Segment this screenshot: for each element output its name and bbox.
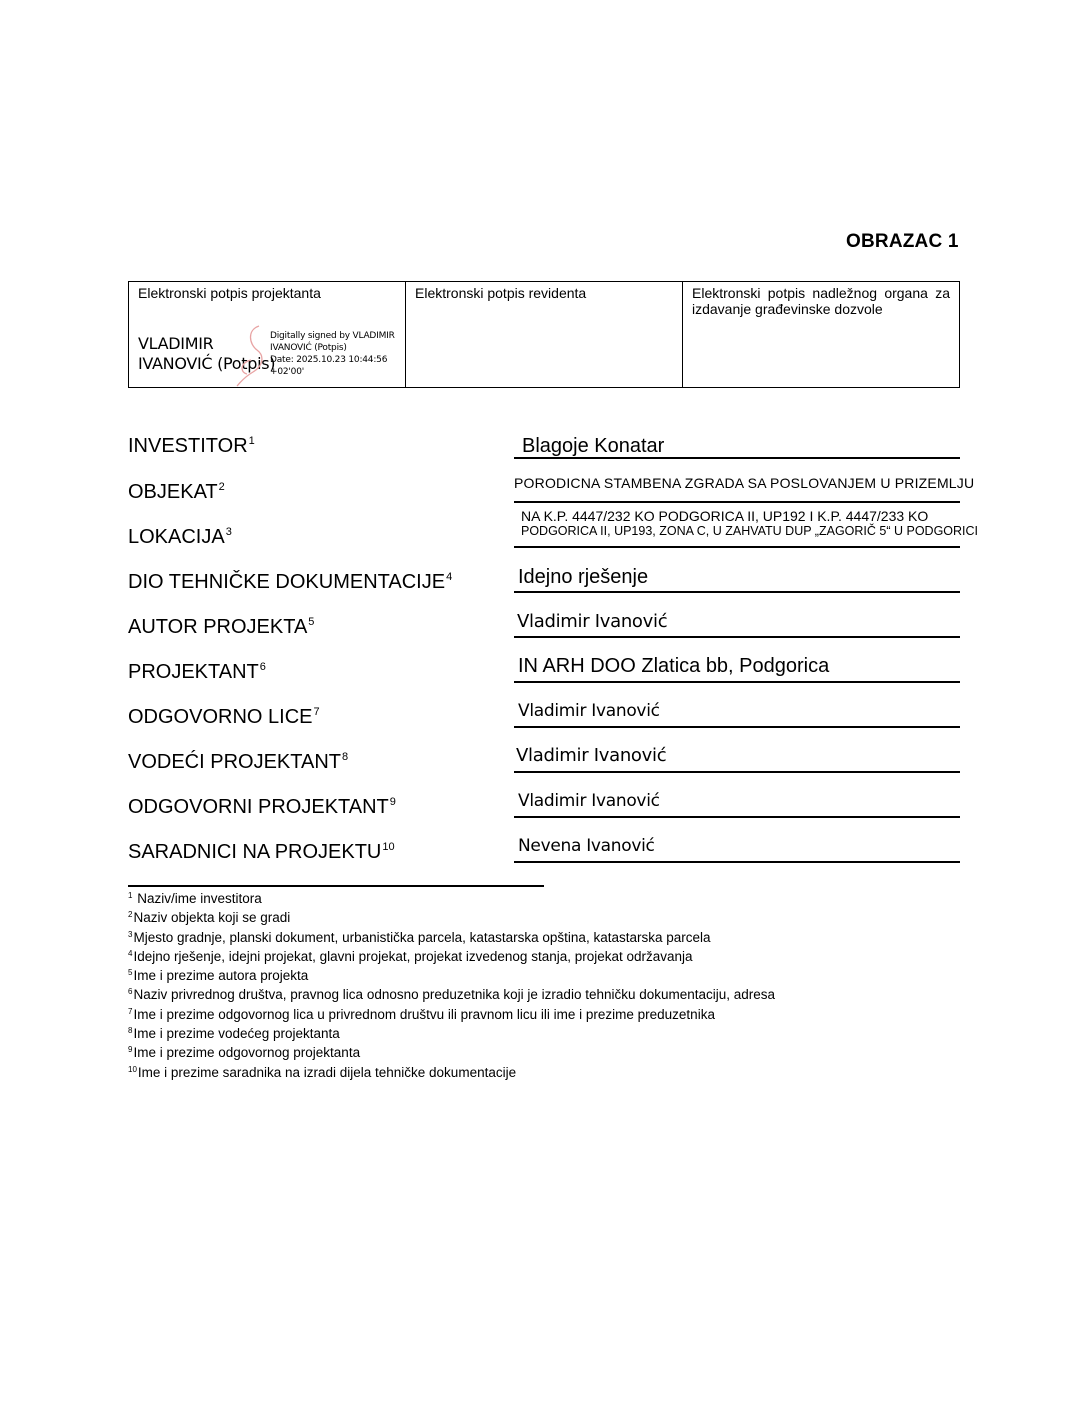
authority-signature-cell (683, 282, 959, 387)
signature-detail-line: Digitally signed by VLADIMIR (270, 331, 395, 341)
field-underline (514, 861, 960, 863)
footnotes (128, 888, 775, 1081)
signer-name-line2: IVANOVIĆ (Potpis) (138, 354, 276, 373)
field-value-saradnici-na-projektu: Nevena Ivanović (518, 836, 655, 856)
designer-signature-heading: Elektronski potpis projektanta (138, 285, 321, 301)
signature-detail-line: +02'00' (270, 367, 304, 377)
footnote-item: $^4$Idejno rješenje, idejni projekat, glavni projekat, projekat izvedenog stanja, projekat održavanja (128, 948, 693, 964)
footnote-item: $^8$Ime i prezime vodećeg projektanta (128, 1026, 340, 1042)
field-underline (514, 816, 960, 818)
reviewer-signature-heading: Elektronski potpis revidenta (415, 285, 587, 301)
field-label-objekat: OBJEKAT$^2$ (128, 481, 225, 503)
footnote-item: $^5$Ime i prezime autora projekta (128, 968, 309, 984)
field-label-vodeci-projektant: VODEĆI PROJEKTANT$^8$ (128, 751, 349, 773)
field-underline (514, 726, 960, 728)
field-value-dio-tehnicke-dokumentacije: Idejno rješenje (518, 566, 649, 588)
field-value-vodeci-projektant: Vladimir Ivanović (516, 745, 667, 766)
footnote-item: $^3$Mjesto gradnje, planski dokument, urbanistička parcela, katastarska opština, katastarska parcela (128, 929, 711, 945)
field-label-projektant: PROJEKTANT$^6$ (128, 661, 266, 683)
footnote-item: $^2$Naziv objekta koji se gradi (128, 910, 291, 926)
field-label-lokacija: LOKACIJA$^3$ (128, 526, 232, 548)
field-value-lokacija (521, 509, 978, 539)
field-underline (514, 771, 960, 773)
field-value-projektant: IN ARH DOO Zlatica bb, Podgorica (518, 655, 830, 677)
field-label-dio-tehnicke-dokumentacije: DIO TEHNIČKE DOKUMENTACIJE$^4$ (128, 571, 453, 593)
form-title: OBRAZAC 1 (846, 231, 959, 252)
footnote-item: $^{10}$Ime i prezime saradnika na izradi dijela tehničke dokumentacije (128, 1064, 517, 1080)
field-label-odgovorno-lice: ODGOVORNO LICE$^7$ (128, 706, 320, 728)
field-value-lokacija-line1: NA K.P. 4447/232 KO PODGORICA II, UP192 I K.P. 4447/233 KO (521, 508, 929, 524)
field-value-odgovorni-projektant: Vladimir Ivanović (518, 791, 660, 811)
field-underline (514, 591, 960, 593)
field-label-odgovorni-projektant: ODGOVORNI PROJEKTANT$^9$ (128, 796, 396, 818)
field-underline (514, 636, 960, 638)
field-label-investitor: INVESTITOR$^1$ (128, 435, 255, 457)
reviewer-signature-cell (406, 282, 683, 387)
field-value-investitor: Blagoje Konatar (522, 435, 665, 457)
designer-signature-cell (129, 282, 406, 387)
signer-name-line1: VLADIMIR (138, 334, 214, 353)
field-underline (514, 457, 960, 459)
field-value-odgovorno-lice: Vladimir Ivanović (518, 701, 660, 721)
signature-table (128, 281, 960, 388)
signature-detail-line: Date: 2025.10.23 10:44:56 (270, 355, 388, 365)
field-label-autor-projekta: AUTOR PROJEKTA$^5$ (128, 616, 315, 638)
field-underline (514, 546, 960, 548)
field-underline (514, 681, 960, 683)
footnote-item: $^7$Ime i prezime odgovornog lica u privrednom društvu ili pravnom licu ili ime i prezime preduzetnika (128, 1006, 715, 1022)
footnote-item: $^1$ Naziv/ime investitora (128, 891, 262, 906)
field-value-objekat: PORODICNA STAMBENA ZGRADA SA POSLOVANJEM U PRIZEMLJU (514, 475, 975, 491)
footnote-separator (128, 885, 544, 887)
signature-details (270, 330, 395, 378)
field-label-saradnici-na-projektu: SARADNICI NA PROJEKTU$^{10}$ (128, 841, 395, 863)
footnote-item: $^9$Ime i prezime odgovornog projektanta (128, 1045, 361, 1061)
authority-signature-heading: Elektronski potpis nadležnog organa za izdavanje građevinske dozvole (692, 285, 950, 317)
footnote-item: $^6$Naziv privrednog društva, pravnog lica odnosno preduzetnika koji je izradio tehničku dokumentaciju, adresa (128, 987, 776, 1003)
signature-detail-line: IVANOVIĆ (Potpis) (270, 343, 347, 353)
field-underline (514, 501, 960, 503)
field-value-lokacija-line2: PODGORICA II, UP193, ZONA C, U ZAHVATU DUP „ZAGORIČ 5“ U PODGORICI (521, 524, 979, 538)
field-value-autor-projekta: Vladimir Ivanović (517, 611, 668, 632)
